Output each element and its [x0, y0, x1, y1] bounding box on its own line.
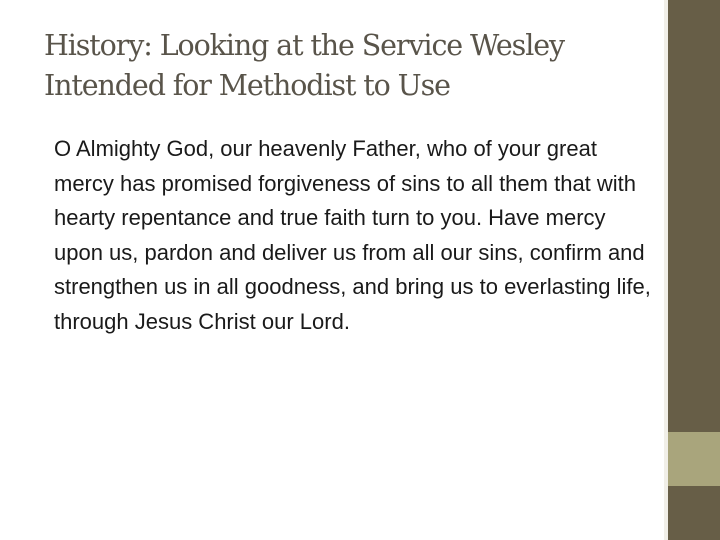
- slide-title: History: Looking at the Service Wesley Intended for Methodist to Use: [44, 29, 564, 102]
- slide-body-text: O Almighty God, our heavenly Father, who of your great mercy has promised forgiveness of sins to all them that with hearty repentance and true faith turn to you. Have mercy upon us, pardon and deliver us from all our sins, confirm and strengthen us in all goodness, and bring us to everlasting life, through Jesus Christ our Lord.: [54, 136, 651, 334]
- sidebar-accent-block: [668, 432, 720, 486]
